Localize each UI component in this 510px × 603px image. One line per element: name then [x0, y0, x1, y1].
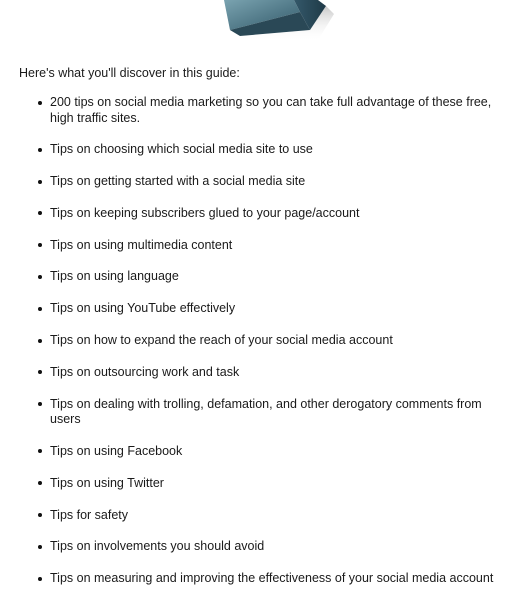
list-item: Tips on using Twitter — [50, 476, 495, 492]
list-item: Tips for safety — [50, 508, 495, 524]
product-box-image — [222, 0, 342, 44]
list-item: Tips on getting started with a social media site — [50, 174, 495, 190]
tips-list — [50, 95, 495, 603]
list-item: Tips on using YouTube effectively — [50, 301, 495, 317]
list-item: Tips on keeping subscribers glued to your page/account — [50, 206, 495, 222]
list-item: Tips on measuring and improving the effectiveness of your social media account — [50, 571, 494, 586]
list-item: Tips on using multimedia content — [50, 238, 495, 254]
list-item: Tips on dealing with trolling, defamation, and other derogatory comments from users — [50, 397, 495, 428]
list-item: Tips on how to expand the reach of your social media account — [50, 333, 495, 349]
list-item: Tips on outsourcing work and task — [50, 365, 495, 381]
list-item: Tips on involvements you should avoid — [50, 539, 495, 555]
list-item: Tips on choosing which social media site to use — [50, 142, 495, 158]
list-item: Tips on using language — [50, 269, 495, 285]
list-item: Tips on using Facebook — [50, 444, 495, 460]
list-item: 200 tips on social media marketing so you can take full advantage of these free, high traffic sites. — [50, 95, 495, 126]
intro-text: Here's what you'll discover in this guide: — [19, 66, 240, 80]
